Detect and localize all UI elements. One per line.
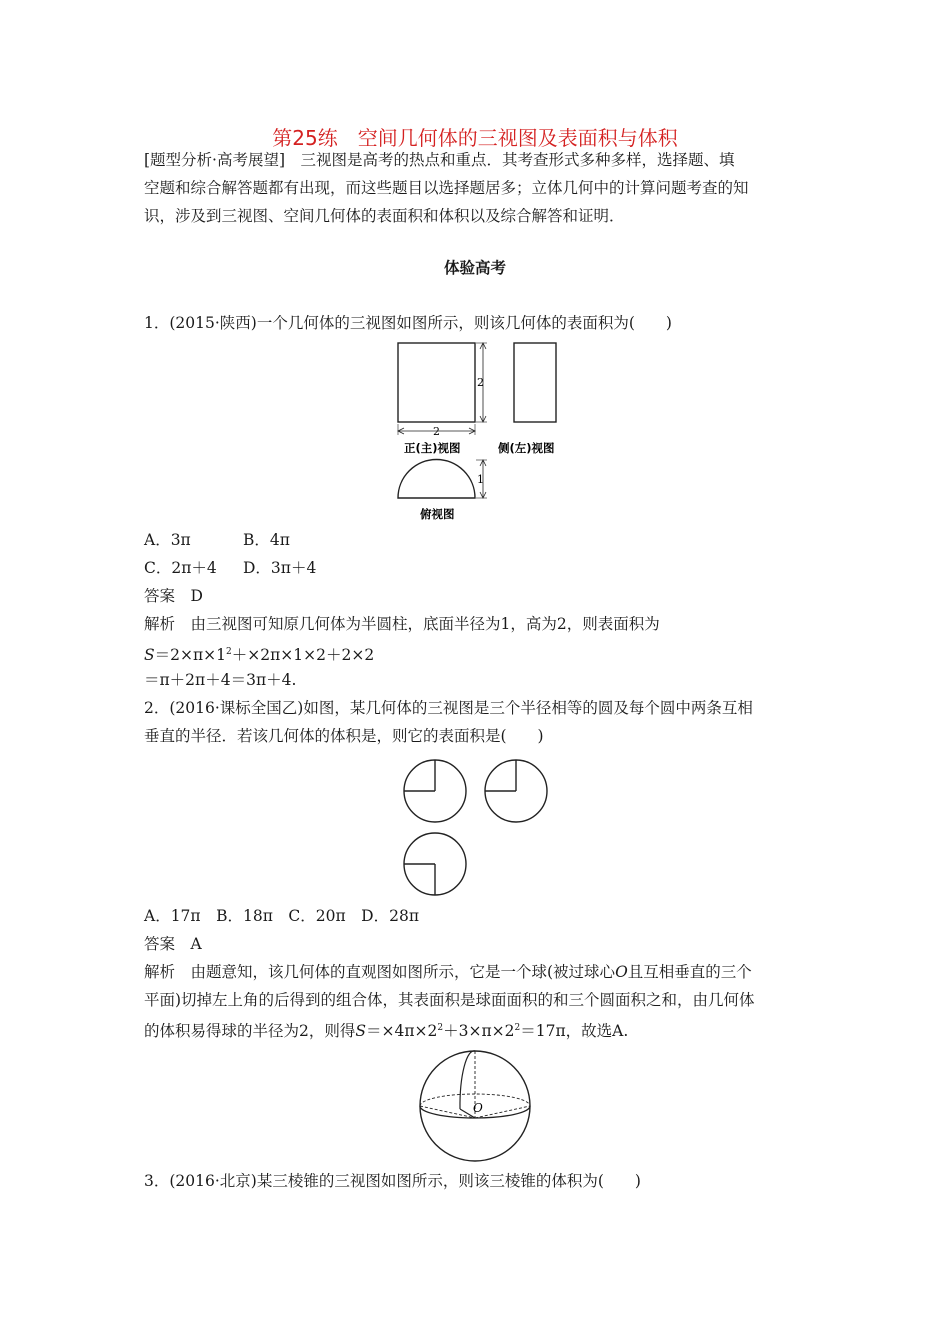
q2-side-view-circle: [485, 760, 547, 822]
q1-option-a: A．3π: [144, 531, 191, 549]
q1-three-view-figure: [390, 340, 570, 522]
page-title: 第25练 空间几何体的三视图及表面积与体积: [272, 126, 678, 150]
q3-stem: 3．(2016·北京)某三棱锥的三视图如图所示，则该三棱锥的体积为( ): [144, 1172, 641, 1190]
q2-analysis-line-2: 平面)切掉左上角的后得到的组合体，其表面积是球面面积的和三个圆面积之和，由几何体: [144, 991, 755, 1009]
intro-line-2: 空题和综合解答题都有出现，而这些题目以选择题居多；立体几何中的计算问题考查的知: [144, 179, 749, 197]
front-view-label: 正(主)视图: [404, 441, 461, 455]
side-view-rect: [514, 343, 556, 422]
dim-radius-label: 1: [477, 473, 484, 486]
dim-width-label: 2: [433, 425, 440, 438]
q2-options: A．17π B．18π C．20π D．28π: [144, 907, 420, 925]
q2-analysis-line-1: 解析 由题意知，该几何体的直观图如图所示，它是一个球(被过球心O且互相垂直的三个: [144, 963, 752, 981]
q2-stem-line-2: 垂直的半径．若该几何体的体积是，则它的表面积是( ): [144, 727, 544, 745]
q2-front-view-circle: [404, 760, 466, 822]
q2-top-view-circle: [404, 833, 466, 895]
front-view-square: [398, 343, 475, 422]
q1-formula-line-2: ＝π＋2π＋4＝3π＋4.: [144, 671, 297, 689]
q1-option-c: C．2π＋4: [144, 559, 217, 577]
dim-height-label: 2: [477, 376, 484, 389]
q1-answer: 答案 D: [144, 587, 203, 605]
q2-analysis-line-3: 的体积易得球的半径为2，则得$S=\times 4\pi\times 2^2+3\times\pi\times 2^2=17\pi$，故选A.: [144, 1022, 629, 1041]
q1-formula-line-1: $S=2\times\pi\times 1^2+\times 2\pi\times 1\times 2+2\times 2$: [144, 646, 375, 665]
q1-analysis-line-1: 解析 由三视图可知原几何体为半圆柱，底面半径为1，高为2，则表面积为: [144, 615, 660, 633]
intro-line-1: [题型分析·高考展望] 三视图是高考的热点和重点．其考查形式多种多样，选择题、填: [144, 151, 735, 169]
top-view-semicircle: [398, 460, 475, 499]
q2-sphere-figure: [412, 1046, 538, 1164]
section-title: 体验高考: [443, 259, 506, 277]
q2-answer: 答案 A: [144, 935, 202, 953]
sphere-center-label: O: [473, 1101, 483, 1115]
q2-three-circle-figure: [400, 758, 550, 898]
q1-option-d: D．3π＋4: [243, 559, 317, 577]
intro-line-3: 识，涉及到三视图、空间几何体的表面积和体积以及综合解答和证明．: [144, 207, 625, 225]
q1-stem: 1．(2015·陕西)一个几何体的三视图如图所示，则该几何体的表面积为( ): [144, 314, 672, 332]
side-view-label: 侧(左)视图: [498, 441, 555, 455]
q1-option-b: B．4π: [243, 531, 290, 549]
top-view-label: 俯视图: [420, 507, 455, 521]
q2-stem-line-1: 2．(2016·课标全国乙)如图，某几何体的三视图是三个半径相等的圆及每个圆中两条互相: [144, 699, 753, 717]
